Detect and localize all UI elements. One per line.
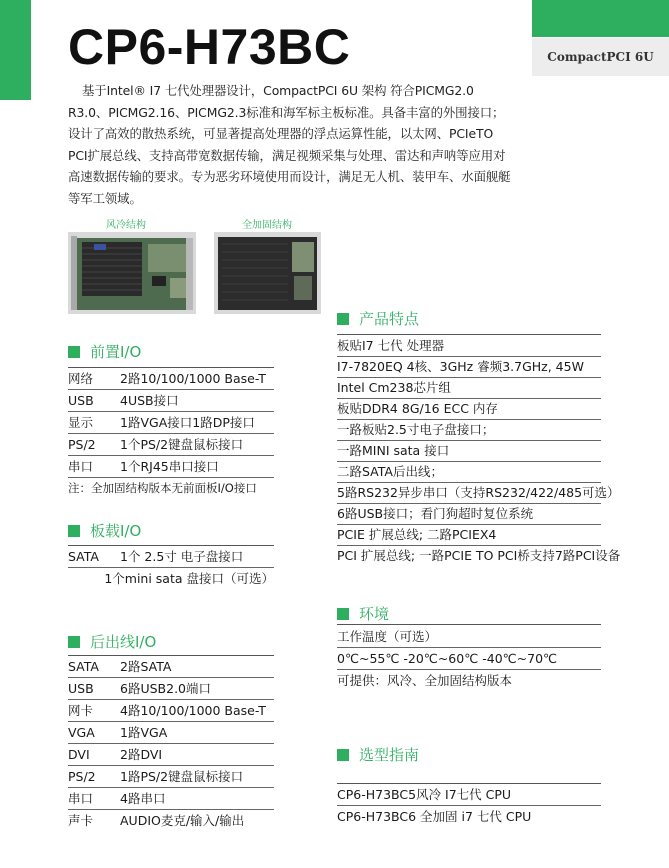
rear-io-heading [68, 631, 156, 652]
section-marker-icon [68, 525, 80, 537]
air-cooled-board-photo [68, 232, 196, 314]
selection-title: 选型指南 [359, 746, 420, 764]
list-item: 一路板贴2.5寸电子盘接口； [337, 420, 601, 441]
list-item: Intel Cm238芯片组 [337, 378, 601, 399]
full-rugged-board-photo [214, 232, 321, 314]
list-item: 5路RS232异步串口（支持RS232/422/485可选） [337, 483, 601, 504]
list-item: CP6-H73BC5风冷 I7七代 CPU [337, 784, 601, 806]
section-marker-icon [337, 608, 349, 620]
section-marker-icon [337, 313, 349, 325]
list-item: 板贴DDR4 8G/16 ECC 内存 [337, 399, 601, 420]
environment-heading [337, 603, 389, 624]
table-row: VGA 1路VGA [68, 722, 274, 744]
list-item: CP6-H73BC6 全加固 i7 七代 CPU [337, 809, 532, 824]
table-row: 串口 4路串口 [68, 788, 274, 810]
table-row: 网络 2路10/100/1000 Base-T [68, 368, 274, 390]
table-row: 串口 1个RJ45串口接口 [68, 456, 274, 478]
front-io-title: 前置I/O [90, 343, 142, 361]
table-row: 声卡 AUDIO麦克/输入/输出 [68, 813, 245, 828]
list-item: I7-7820EQ 4核、3GHz 睿频3.7GHz, 45W [337, 357, 601, 378]
features-heading [337, 308, 419, 329]
category-badge: CompactPCI 6U [532, 38, 669, 76]
selection-list [337, 784, 601, 827]
full-rugged-label: 全加固结构 [242, 220, 292, 231]
list-item: 一路MINI sata 接口 [337, 441, 601, 462]
table-row: SATA 2路SATA [68, 656, 274, 678]
product-title: CP6-H73BC [68, 19, 351, 75]
onboard-io-heading [68, 520, 141, 541]
list-item: 6路USB接口；看门狗超时复位系统 [337, 504, 601, 525]
onboard-io-table [68, 546, 274, 589]
front-io-note: 注：全加固结构版本无前面板I/O接口 [68, 481, 257, 495]
selection-heading [337, 744, 419, 765]
environment-list [337, 626, 601, 691]
section-marker-icon [68, 346, 80, 358]
rear-io-title: 后出线I/O [90, 633, 157, 651]
list-item: PCIE 扩展总线; 二路PCIEX4 [337, 525, 601, 546]
list-item: 0℃~55℃ -20℃~60℃ -40℃~70℃ [337, 648, 601, 670]
onboard-io-title: 板载I/O [90, 522, 142, 540]
list-item: PCI 扩展总线; 一路PCIE TO PCI桥支持7路PCI设备 [337, 548, 621, 563]
section-marker-icon [68, 636, 80, 648]
features-title: 产品特点 [359, 310, 420, 328]
table-row: SATA 1个 2.5寸 电子盘接口 [68, 546, 274, 568]
list-item: 板贴I7 七代 处理器 [337, 336, 601, 357]
table-row: 网卡 4路10/100/1000 Base-T [68, 700, 274, 722]
table-row: USB 4USB接口 [68, 390, 274, 412]
left-accent-bar [0, 0, 31, 100]
features-list [337, 336, 621, 566]
table-row: USB 6路USB2.0端口 [68, 678, 274, 700]
list-item: 工作温度（可选） [337, 626, 601, 648]
front-io-table [68, 368, 274, 499]
air-cooled-label: 风冷结构 [106, 220, 146, 231]
table-row: 1个mini sata 盘接口（可选） [104, 571, 274, 586]
table-row: 显示 1路VGA接口1路DP接口 [68, 412, 274, 434]
table-row: PS/2 1个PS/2键盘鼠标接口 [68, 434, 274, 456]
table-row: DVI 2路DVI [68, 744, 274, 766]
list-item: 二路SATA后出线； [337, 462, 601, 483]
front-io-heading [68, 341, 141, 362]
section-marker-icon [337, 749, 349, 761]
rear-io-table [68, 656, 274, 831]
features-rule [337, 334, 601, 335]
right-accent-bar [532, 0, 669, 37]
list-item: 可提供：风冷、全加固结构版本 [337, 673, 513, 688]
table-row: PS/2 1路PS/2键盘鼠标接口 [68, 766, 274, 788]
intro-paragraph: 基于Intel® I7 七代处理器设计，CompactPCI 6U 架构 符合PICMG2.0 R3.0、PICMG2.16、PICMG2.3标准和海军标主板标准。具备丰富的外围接口；设计了高效的散热系统，可显著提高处理器的浮点运算性能，以太网、PCIeTO PCI扩展总线、支持高带宽数据传输，满足视频采集与处理、雷达和声呐等应用对高速数据传输的要求。专为恶劣环境使用而设计，满足无人机、装甲车、水面舰艇等军工领域。 [68, 83, 511, 206]
environment-title: 环境 [359, 605, 390, 623]
environment-rule [337, 624, 601, 625]
